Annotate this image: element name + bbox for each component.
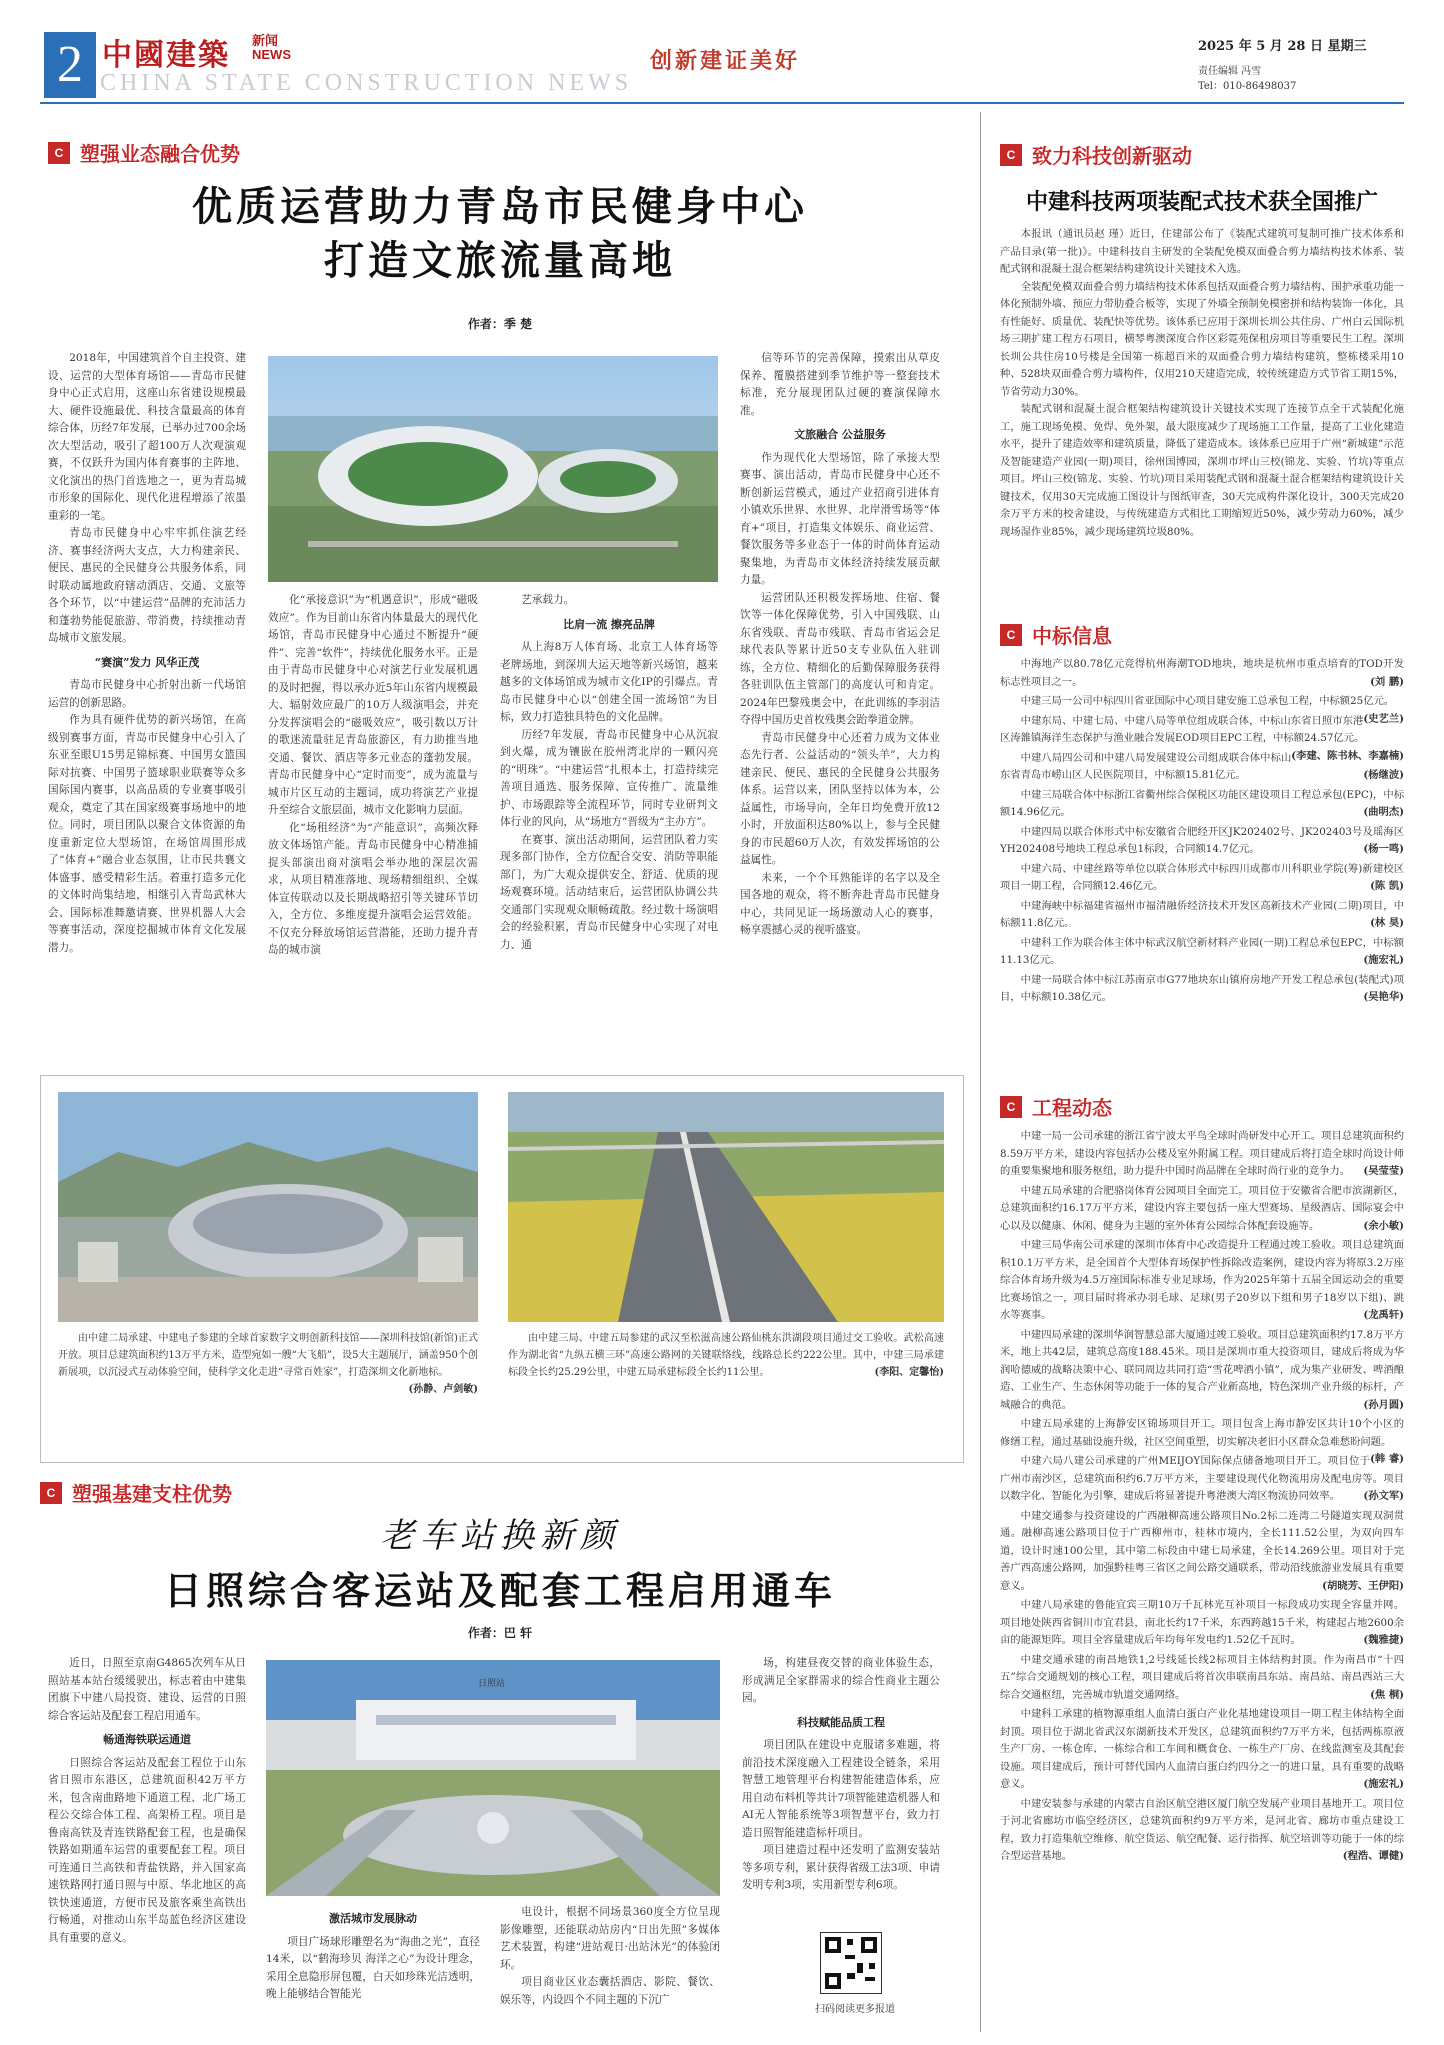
section-marker-icon: C	[1000, 144, 1022, 166]
caption-text: 由中建二局承建、中建电子参建的全球首家数字文明创新科技馆——深圳科技馆(新馆)正式开放。项目总建筑面积约13万平方米，造型宛如一艘“大飞船”，设5大主题展厅，涵盖950个创新展项，以沉浸式互动体验空间，使科学文化走进“寻常百姓家”，打造深圳文化新地标。	[58, 1333, 478, 1378]
article-headline	[60, 180, 940, 288]
paragraph: 历经7年发展，青岛市民健身中心从沉寂到火爆，成为镶嵌在胶州湾北岸的一颗闪亮的“明珠”。“中建运营”扎根本土，打造持续完善项目通选、服务保障、宣传推广、流量维护、市场跟踪等全流程环节，同时专业研判文体行业的风向，从“场地方”晋级为“主办方”。	[500, 728, 718, 828]
list-item	[1000, 787, 1404, 822]
list-item	[1000, 656, 1404, 691]
item-text: 中建六局八建公司承建的广州MEIJOY国际保点储备地项目开工。项目位于广州市南沙区，总建筑面积约6.7万平方米，主要建设现代化物流用房及配电房等。项目以数字化、智能化为引擎，建成后将显著提升粤港澳大湾区物流协同效率。	[1000, 1455, 1404, 1502]
station-sign: 日照站	[478, 1679, 506, 1689]
item-text: 中建四局承建的深圳华润智慧总部大厦通过竣工验收。项目总建筑面积约17.8万平方米，地上共42层，建筑总高度188.45米。项目是深圳市重大投资项目，建成后将成为华润哈德威的战略决策中心、联同周边共同打造“雪花啤酒小镇”，成为集产业研发、啤酒酿造、工业生产、生态休闲等功能于一体的复合产业新高地，特色深圳产业升级的标杆，产城融合的典范。	[1000, 1328, 1404, 1411]
list-item	[1000, 1652, 1404, 1705]
item-credit: (施宏礼)	[1363, 1778, 1404, 1790]
masthead-rule	[40, 102, 1404, 104]
paragraph: 日照综合客运站及配套工程位于山东省日照市东港区，总建筑面积42万平方米，包含南曲路地下通道工程、北广场工程公交综合体工程、高架桥工程。项目是鲁南高铁及青连铁路配套工程，也是确保铁路如期通车运营的重要配套工程。项目可连通日兰高铁和青盐铁路，并入国家高速铁路网打通日照与中原、华北地区的高铁快速通道，方便市民及旅客乘坐高铁出行畅通，对推动山东半岛蓝色经济区建设具有重要的意义。	[48, 1756, 246, 1944]
item-credit: (吴莹莹)	[1363, 1165, 1404, 1177]
paragraph: 全装配免模双面叠合剪力墙结构技术体系包括双面叠合剪力墙结构、围护承重功能一体化预制外墙、预应力带肋叠合板等，实现了外墙全预制免模密拼和结构装饰一体化，具有性能好、质量优、装配快等优势。该体系已应用于深圳长圳公共住房、广州白云国际机场三期扩建工程方石项目，横琴粤澳深度合作区彩霓苑保租房项目等重要民生工程。深圳长圳公共住房10号楼是全国第一栋超百米的双面叠合剪力墙结构建筑，整栋楼采用10种、528块双面叠合剪力墙构件，仅用210天建造完成，较传统建造方式节省工期15%，节省劳动力30%。	[1000, 280, 1404, 398]
list-item	[1000, 1183, 1404, 1236]
paragraph: 艺承载力。	[521, 594, 575, 606]
article-column-3	[500, 1904, 720, 2033]
section-header-bids	[1000, 620, 1112, 649]
item-credit: (焦 桐)	[1370, 1688, 1404, 1701]
item-credit: (孙月圆)	[1363, 1398, 1404, 1411]
paragraph: 近日，日照至京南G4865次列车从日照站基本站台缓缓驶出，标志着由中建集团旗下中建八局投资、建设、运营的日照综合客运站及配套工程启用通车。	[48, 1657, 246, 1722]
article-byline: 作者：季 楚	[467, 317, 533, 331]
article-column-1	[48, 1655, 246, 2033]
item-credit: (韩 睿)	[1370, 1453, 1404, 1465]
list-item	[1000, 1796, 1404, 1866]
headline-line-1: 优质运营助力青岛市民健身中心	[192, 183, 808, 230]
item-text: 中建交通承建的南昌地铁1,2号线延长线2标项目主体结构封顶。作为南昌市“十四五”综合交通规划的核心工程，项目建成后将首次串联南昌东站、南昌站、南昌西站三大综合交通枢纽，完善城市轨道交通网络。	[1000, 1653, 1404, 1701]
article-kicker: 老车站换新颜	[380, 1516, 620, 1556]
item-credit: (杨一鸣)	[1363, 843, 1404, 855]
item-text: 中建八局四公司和中建八局发展建设公司组成联合体中标山东省青岛市崂山区人民医院项目，中标额15.81亿元。	[1000, 751, 1292, 781]
item-text: 中建五局承建的合肥骆岗体育公园项目全面完工。项目位于安徽省合肥市滨湖新区，总建筑面积约16.17万平方米，建设内容主要包括一座大型赛场、星级酒店、国际宴会中心以及以健康、休闲、健身为主题的室外体育公园综合体配套设施等。	[1000, 1184, 1404, 1232]
item-text: 中建八局承建的鲁能宜宾三期10万千瓦林光互补项目一标段成功实现全容量并网。项目地处陕西省铜川市宜君县，南北长约17千米，东西跨越15千米，构建起占地2600余亩的能源矩阵。项目全容量建成后年均每年发电约1.52亿千瓦时。	[1000, 1599, 1404, 1646]
article-column-1	[48, 350, 246, 1060]
article-byline: 作者：巴 轩	[467, 1626, 533, 1640]
section-marker-icon: C	[40, 1482, 62, 1504]
list-item	[1000, 898, 1404, 933]
item-text: 中建交通参与投资建设的广西融柳高速公路项目No.2标二连湾二号隧道实现双洞贯通。融柳高速公路项目位于广西柳州市，桂林市境内，全长111.52公里，为双向四车道，设计时速100公里，其中第二标段由中建七局承建，全长14.269公里。项目对于完善广西高速公路网，加强黔桂粤三省区之间公路交通联系，带动沿线旅游业发展具有重要意义。	[1000, 1509, 1404, 1592]
logo-news-badge	[252, 34, 291, 62]
item-text: 中建四局以联合体形式中标安徽省合肥经开区JK202402号、JK202403号及瑶海区YH202408号地块工程总承包1标段，合同额14.7亿元。	[1000, 825, 1404, 855]
headline-line-2: 打造文旅流量高地	[324, 237, 676, 284]
editor-name: 责任编辑 冯雪	[1198, 66, 1262, 77]
works-list	[1000, 1128, 1404, 2033]
paragraph: 未来，一个个耳熟能详的名字以及全国各地的观众，将不断奔赴青岛市民健身中心，共同见证一场场激动人心的赛事，畅享震撼心灵的视听盛宴。	[740, 871, 940, 936]
paragraph: 从上海8万人体育场、北京工人体育场等老牌场地，到深圳大运天地等新兴场馆，越来越多的文体场馆成为城市文化IP的引爆点。青岛市民健身中心以“创建全国一流场馆”为目标，致力打造独具特色的文化品牌。	[500, 641, 718, 723]
list-item	[1000, 1416, 1404, 1465]
list-item	[1000, 935, 1404, 970]
editor-info	[1198, 64, 1296, 94]
section-title: 致力科技创新驱动	[1032, 144, 1192, 168]
item-credit: (李建、陈书林、李嘉楠)	[1291, 749, 1404, 762]
rizhao-station-illustration	[266, 1660, 720, 1896]
paragraph: 项目商业区业态囊括酒店、影院、餐饮、娱乐等，内设四个不同主题的下沉广	[500, 1976, 720, 2006]
expressway-illustration	[508, 1092, 944, 1322]
item-credit: (程浩、谭健)	[1342, 1850, 1404, 1862]
item-text: 中建六局、中建丝路等单位以联合体形式中标四川成都市川科职业学院(筹)新建校区项目一期工程，合同额12.46亿元。	[1000, 862, 1404, 892]
section-title: 塑强基建支柱优势	[72, 1482, 232, 1506]
article-column-2	[266, 1904, 480, 2033]
paragraph: 项目广场球形雕塑名为“海曲之光”，直径14米，以“鹤海珍贝 海洋之心”为设计理念，采用全息隐形屏包覆，白天如珍珠光洁透明，晚上能够结合智能光	[266, 1935, 480, 2000]
science-museum-caption	[58, 1330, 478, 1450]
item-credit: (吴艳华)	[1363, 991, 1404, 1003]
item-text: 中建海峡中标福建省福州市福清融侨经济技术开发区高新技术产业园(二期)项目，中标额11.8亿元。	[1000, 899, 1404, 929]
paragraph: 项目建造过程中还发明了监测安装站等多项专利，累计获得省级工法3项、申请发明专利3项，实用新型专利6项。	[742, 1844, 940, 1891]
list-item	[1000, 824, 1404, 859]
item-credit: (施宏礼)	[1363, 954, 1404, 966]
tech-headline: 中建科技两项装配式技术获全国推广	[1025, 189, 1378, 215]
list-item	[1000, 1453, 1404, 1506]
issue-date: 2025 年 5 月 28 日 星期三	[1198, 39, 1367, 54]
paragraph: 场，构建昼夜交替的商业体验生态，形成满足全家群需求的综合性商业主题公园。	[742, 1657, 940, 1704]
editor-tel: Tel：010-86498037	[1198, 81, 1297, 92]
article-column-2	[268, 592, 478, 1060]
list-item	[1000, 861, 1404, 896]
tech-article-body	[1000, 226, 1404, 622]
item-text: 中建一局联合体中标江苏南京市G77地块东山镇府房地产开发工程总承包(装配式)项目，中标额10.38亿元。	[1000, 973, 1404, 1003]
list-item	[1000, 1237, 1404, 1325]
qr-code-icon[interactable]	[820, 1932, 882, 1994]
item-credit: (魏雅捷)	[1363, 1634, 1404, 1646]
science-museum-photo	[58, 1092, 478, 1322]
bid-list	[1000, 656, 1404, 1056]
subheading: 比肩一流 擦亮品牌	[563, 617, 655, 631]
page-number: 2	[44, 32, 96, 98]
item-text: 中建三局联合体中标浙江省衢州综合保税区功能区建设项目工程总承包(EPC)，中标额14.96亿元。	[1000, 788, 1404, 818]
list-item	[1000, 1327, 1404, 1415]
paragraph: 项目团队在建设中克服诸多难题，将前沿技术深度融入工程建设全链条，采用智慧工地管理平台构建智能建造体系，应用自动布料机等共计7项智能建造机器人和AI无人智能系统等3项智慧平台，致力打造日照智能建造标杆项目。	[742, 1739, 940, 1839]
item-credit: (曲明杰)	[1363, 806, 1404, 818]
item-text: 中建科工作为联合体主体中标武汉航空新材料产业园(一期)工程总承包EPC，中标额11.13亿元。	[1000, 936, 1404, 966]
paragraph: 化“场租经济”为“产能意识”，高频次释放文体场馆产能。青岛市民健身中心精准捕捉头部演出商对演唱会举办地的深层次需求，从项目精准落地、现场精细组织、全媒体宣传联动以及长期战略招引等关键环节切入，全方位、多维度提升演唱会运营效能。不仅充分释放场馆运营潜能，还助力提升青岛的城市演	[268, 821, 478, 956]
section-header-business	[48, 138, 240, 167]
list-item	[1000, 1597, 1404, 1650]
logo-news-en: NEWS	[252, 47, 291, 62]
caption-text: 由中建三局、中建五局参建的武汉至松滋高速公路仙桃东洪湖段项目通过交工验收。武松高速作为湖北省“九纵五横三环”高速公路网的关键联络线，线路总长约222公里。其中，中建三局承建标段全长约25.29公里，中建五局承建标段全长约11公里。	[508, 1333, 944, 1378]
newspaper-logo: 中國建築	[102, 38, 230, 73]
item-credit: (孙文军)	[1363, 1490, 1404, 1502]
paragraph: 信等环节的完善保障，摸索出从草皮保养、覆膜搭建到季节维护等一整套技术标准，充分展现团队过硬的赛演保障水准。	[740, 352, 940, 417]
paragraph: 青岛市民健身中心还着力成为文体业态先行者、公益活动的“领头羊”，大力构建亲民、便民、惠民的全民健身公共服务体系。运营以来，团队坚持以体为本，公益属性，市场导向，全年日均免费开放12小时，开放面积达80%以上，参与全民健身的市民超60万人次，有效发挥场馆的公益属性。	[740, 731, 940, 866]
item-text: 中建东局、中建七局、中建八局等单位组成联合体，中标山东省日照市东港区涛雒镇海洋生态保护与渔业融合发展EOD项目EPC工程，中标额24.57亿元。	[1000, 714, 1365, 744]
item-credit: (杨继波)	[1363, 769, 1404, 781]
section-marker-icon: C	[48, 142, 70, 164]
paragraph: 在赛事、演出活动期间，运营团队着力实现多部门协作，全方位配合交安、消防等职能部门，为广大观众提供安全、舒适、优质的现场观赛环境。活动结束后，运营团队协调公共交通部门实现观众顺畅疏散。经过数十场演唱会的经验积累，青岛市民健身中心实现了对电力、通	[500, 833, 718, 951]
section-header-infrastructure	[40, 1478, 232, 1507]
expressway-caption	[508, 1330, 944, 1450]
stadium-photo	[268, 356, 718, 582]
section-title: 工程动态	[1032, 1096, 1112, 1120]
item-credit: (刘 鹏)	[1370, 675, 1404, 688]
item-text: 中建一局一公司承建的浙江省宁波太平鸟全球时尚研发中心开工。项目总建筑面积约8.59万平方米，建设内容包括办公楼及室外附属工程。项目建成后将打造全球时尚设计师的重要集聚地和服务枢纽，助力提升中国时尚品牌在全球时尚行业的竞争力。	[1000, 1130, 1404, 1177]
paragraph: 青岛市民健身中心牢牢抓住演艺经济、赛事经济两大支点，大力构建亲民、便民、惠民的全民健身公共服务体系，同时联动属地政府辖动酒店、交通、文旅等各个环节，以“中建运营”品牌的充沛活力和蓬勃势能促旅游、带消费，持续推动青岛城市文旅发展。	[48, 527, 246, 644]
subheading: 畅通海铁联运通道	[103, 1733, 191, 1746]
list-item	[1000, 972, 1404, 1007]
paragraph: 装配式钢和混凝土混合框架结构建筑设计关键技术实现了连接节点全干式装配化施工，施工现场免模、免焊、免外架，最大限度减少了现场施工工作量，提高了工业化建造水平，提升了建造效率和建筑质量，降低了建造成本。该体系已应用于广州“新城建”示范及智能建造产业园(一期)项目，徐州国博园，深圳市坪山三校(锦龙、实验、竹坑)等重点项目。坪山三校(锦龙、实验、竹坑)项目采用装配式钢和混凝土混合框架结构建筑设计关键技术，仅用30天完成施工图设计与图纸审查，30天完成构件深化设计，300天完成20余万平方米的校舍建设，与传统建造方式相比工期缩短近50%，减少劳动力60%，减少现场湿作业85%，减少现场建筑垃圾80%。	[1000, 403, 1404, 538]
list-item	[1000, 1706, 1404, 1794]
list-item	[1000, 1128, 1404, 1181]
paragraph: 青岛市民健身中心折射出新一代场馆运营的创新思路。	[48, 679, 246, 709]
photo-credit: (李阳、定馨怡)	[874, 1367, 944, 1378]
section-title: 塑强业态融合优势	[80, 142, 240, 166]
logo-news-cn: 新闻	[252, 33, 279, 48]
section-marker-icon: C	[1000, 1096, 1022, 1118]
subheading: “赛演”发力 风华正茂	[94, 655, 200, 669]
item-credit: (陈 凯)	[1370, 880, 1404, 892]
photo-credit: (孙静、卢剑敏)	[408, 1384, 478, 1395]
column-divider	[980, 112, 981, 2032]
paragraph: 2018年，中国建筑首个自主投资、建设、运营的大型体育场馆——青岛市民健身中心正式启用，这座山东省建设规模最大、硬件设施最优、科技含量最高的体育综合体，历经7年发展，已举办过700余场次大型活动，吸引了超100万人次观演观赛，不仅跃升为国内体育赛事的主阵地、文化演出的热门首选地之一，更为青岛城市形象的国际化、现代化进程增添了浓墨重彩的一笔。	[48, 352, 246, 522]
page-slogan: 创新建证美好	[650, 48, 801, 74]
subheading: 文旅融合 公益服务	[794, 428, 886, 441]
newspaper-english-name: CHINA STATE CONSTRUCTION NEWS	[100, 70, 633, 96]
paragraph: 作为具有硬件优势的新兴场馆，在高级别赛事方面，青岛市民健身中心引入了东亚至眼U15男足锦标赛、中国男女篮国际对抗赛、中国男子篮球职业联赛等众多国际国内赛事，以高品质的专业赛事吸引观众，奠定了其在国家级赛事场地中的地位。同时，项目团队以聚合文体资源的角度重新定位大型场馆，在场馆周围形成了“体育+”融合业态氛围，让市民共襄文体盛事、感受精彩生活。着重打造多元化的文体时尚集结地，相继引入青岛武林大会、国际标准舞邀请赛、世界机器人大会等赛事活动，深度挖掘城市体育文化发展潜力。	[48, 714, 246, 954]
section-header-works	[1000, 1092, 1112, 1121]
list-item	[1000, 713, 1404, 762]
list-item	[1000, 693, 1404, 725]
section-header-tech	[1000, 140, 1192, 169]
item-credit: (余小敏)	[1363, 1219, 1404, 1232]
science-museum-illustration	[58, 1092, 478, 1322]
paragraph: 运营团队还积极发挥场地、住宿、餐饮等一体化保障优势，引入中国残联、山东省残联、青岛市残联、青岛市省运会足球代表队等累计近50支专业队伍入驻训练，全方位、精细化的后勤保障服务获得各驻训队伍主管部门的高度认可和肯定。2024年巴黎残奥会中，在此训练的李羽洁夺得中国历史首枚残奥会跆拳道金牌。	[740, 591, 940, 726]
item-credit: (龙禹轩)	[1363, 1309, 1404, 1321]
paragraph: 电设计，根据不同场景360度全方位呈现影像雕塑，还能联动站房内“日出先照”多媒体艺术装置，构建“进站观日·出站沐光”的体验闭环。	[500, 1906, 720, 1971]
item-text: 中建安装参与承建的内蒙古自治区航空港区厦门航空发展产业项目基地开工。项目位于河北省廊坊市临空经济区，总建筑面积约9万平方米，是河北省、廊坊市重点建设工程，致力打造集航空维修、航空货运、航空配餐、运行指挥、航空培训等功能于一体的综合型运营基地。	[1000, 1797, 1404, 1862]
article-column-4	[742, 1655, 940, 1925]
article-column-4	[740, 350, 940, 1060]
item-text: 中建三局华南公司承建的深圳市体育中心改造提升工程通过竣工验收。项目总建筑面积10.1万平方米，是全国首个大型体育场保护性拆除改造案例，建设内容为将原3.2万座综合体育场升级为4.5万座国际标准专业足球场，作为2025年第十五届全国运动会的重要比赛场馆之一，项目届时将承办羽毛球、足球(男子20岁以下组和男子18岁以下组)、跳水等赛事。	[1000, 1239, 1404, 1321]
item-text: 中建五局承建的上海静安区锦场项目开工。项目包含上海市静安区共计10个小区的修缮工程，通过基础设施升级，社区空间重塑，切实解决老旧小区群众急难愁盼问题。	[1000, 1418, 1404, 1448]
item-text: 中建科工承建的植物源重组人血清白蛋白产业化基地建设项目一期工程主体结构全面封顶。项目位于湖北省武汉东湖新技术开发区，总建筑面积约7万平方米，包括两栋原液生产厂房、一栋仓库、一栋综合和工车间和概食仓、一栋生产厂房、在线监测室及其配套设施。项目建成后，预计可替代国内人血清白蛋白约四分之一的进口量，具有重要的战略意义。	[1000, 1708, 1404, 1790]
rizhao-station-photo	[266, 1660, 720, 1896]
subheading: 科技赋能品质工程	[797, 1715, 885, 1729]
subheading: 激活城市发展脉动	[329, 1912, 417, 1925]
item-text: 中建三局一公司中标四川省亚国际中心项目建安施工总承包工程，中标额25亿元。	[1020, 695, 1395, 707]
stadium-illustration	[268, 356, 718, 582]
section-marker-icon: C	[1000, 624, 1022, 646]
paragraph: 化“承接意识”为“机遇意识”，形成“磁吸效应”。作为目前山东省内体量最大的现代化场馆，青岛市民健身中心通过不断提升“硬件”、完善“软件”，持续优化服务水平。正是由于青岛市民健身中心对演艺行业发展机遇的及时把握，得以承办近5年山东省内规模最大、辐射效应最广的10万人级演唱会，并充分发挥演唱会的“磁吸效应”，吸引数以万计的歌迷流量驻足青岛旅游区，有力助推当地交通、餐饮、酒店等多元业态的蓬勃发展。青岛市民健身中心“定时而变”，成为流量与城市片区互动的主题词，成功将演艺产业提升至综合文旅层面，城市文化影响力层面。	[268, 594, 478, 816]
qr-code-label: 扫码阅读更多报道	[815, 2004, 895, 2015]
item-text: 中海地产以80.78亿元竞得杭州海潮TOD地块，地块是杭州市重点培育的TOD开发标志性项目之一。	[1000, 658, 1404, 688]
item-credit: (林 昊)	[1370, 917, 1404, 929]
item-credit: (胡晓芳、王伊阳)	[1322, 1579, 1404, 1592]
article-headline: 日照综合客运站及配套工程启用通车	[163, 1568, 836, 1613]
expressway-photo	[508, 1092, 944, 1322]
paragraph: 作为现代化大型场馆，除了承接大型赛事、演出活动，青岛市民健身中心还不断创新运营模式，通过产业招商引进体育小镇欢乐世界、水世界、北岸滑雪场等“体育+”项目，打造集文体娱乐、商业运营、餐饮服务等多业态于一体的时尚体育运动聚集地，为青岛市文体经济持续发展贡献力量。	[740, 451, 940, 586]
list-item	[1000, 1508, 1404, 1596]
paragraph: 本报讯（通讯员赵 瑾）近日，住建部公布了《装配式建筑可复制可推广技术体系和产品目录(第一批)》。中建科技自主研发的全装配免模双面叠合剪力墙结构技术体系、装配式钢和混凝土混合框架结构建筑设计关键技术入选。	[1000, 228, 1404, 275]
article-column-3	[500, 592, 718, 1060]
qr-code-pattern	[821, 1933, 881, 1993]
section-title: 中标信息	[1032, 624, 1112, 648]
item-credit: (史艺兰)	[1363, 712, 1404, 725]
